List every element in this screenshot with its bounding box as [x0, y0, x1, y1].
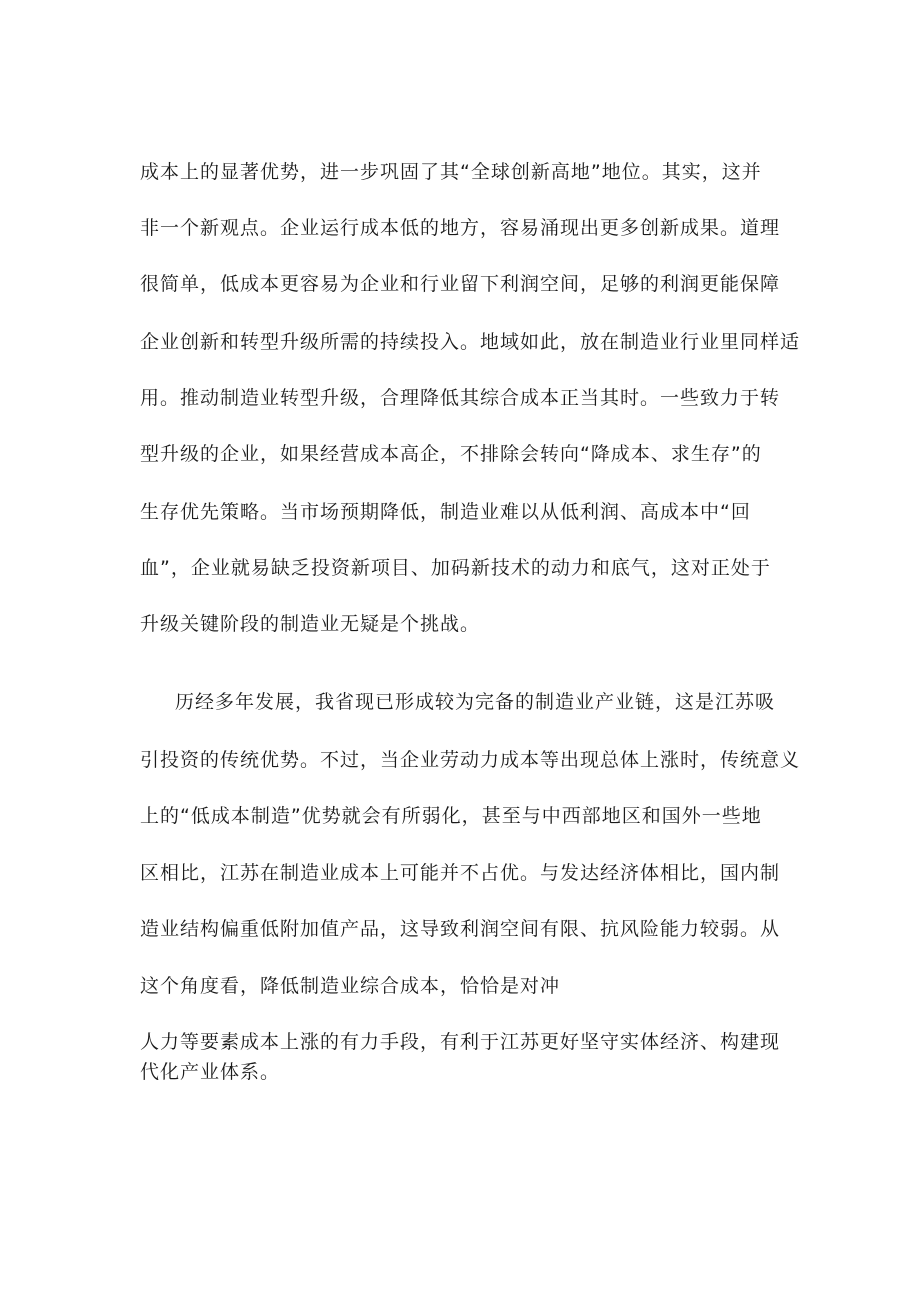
text-line: 型升级的企业，如果经营成本高企，不排除会转向“降成本、求生存”的: [140, 443, 762, 465]
text-line: 上的“低成本制造”优势就会有所弱化，甚至与中西部地区和国外一些地: [140, 805, 762, 827]
text-line: 人力等要素成本上涨的有力手段，有利于江苏更好坚守实体经济、构建现: [140, 1031, 781, 1053]
text-line: 生存优先策略。当市场预期降低，制造业难以从低利润、高成本中“回: [140, 501, 751, 523]
text-line: 用。推动制造业转型升级，合理降低其综合成本正当其时。一些致力于转: [140, 387, 781, 409]
text-line: 升级关键阶段的制造业无疑是个挑战。: [140, 613, 481, 635]
text-line: 这个角度看，降低制造业综合成本，恰恰是对冲: [140, 975, 561, 997]
text-line: 非一个新观点。企业运行成本低的地方，容易涌现出更多创新成果。道理: [140, 217, 781, 239]
text-line: 代化产业体系。: [140, 1061, 281, 1083]
text-line: 血”，企业就易缺乏投资新项目、加码新技术的动力和底气，这对正处于: [140, 557, 771, 579]
text-line: 区相比，江苏在制造业成本上可能并不占优。与发达经济体相比，国内制: [140, 862, 781, 884]
text-line: 造业结构偏重低附加值产品，这导致利润空间有限、抗风险能力较弱。从: [140, 918, 781, 940]
paragraph-first-line: 历经多年发展，我省现已形成较为完备的制造业产业链，这是江苏吸: [175, 691, 776, 713]
text-line: 成本上的显著优势，进一步巩固了其“全球创新高地”地位。其实，这并: [140, 161, 762, 183]
text-line: 企业创新和转型升级所需的持续投入。地域如此，放在制造业行业里同样适: [140, 331, 801, 353]
text-line: 很简单，低成本更容易为企业和行业留下利润空间，足够的利润更能保障: [140, 273, 781, 295]
text-line: 引投资的传统优势。不过，当企业劳动力成本等出现总体上涨时，传统意义: [140, 749, 801, 771]
